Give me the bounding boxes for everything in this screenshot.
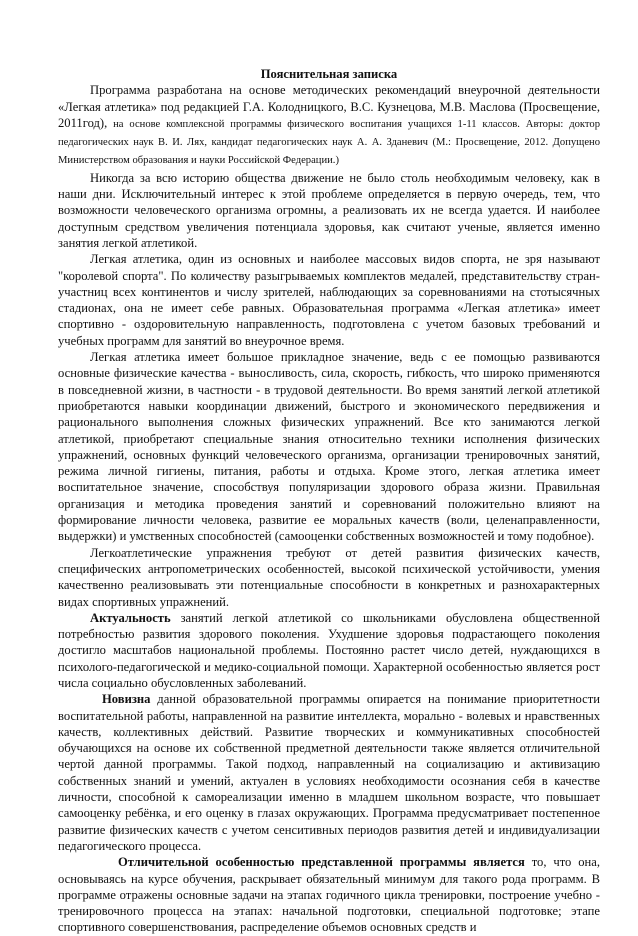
novelty-heading: Новизна — [102, 692, 151, 707]
intro-small-text: на основе комплексной программы физического воспитания учащихся 1-11 классов. Авторы: доктор педагогических наук В. И. Лях, кандидат педагогических наук А. А. Зданевич (М.: Просвещение, 2012. Допущено Министерством образования и науки Российской Федерации.) — [58, 118, 600, 167]
paragraph-exercises: Легкоатлетические упражнения требуют от детей развития физических качеств, специфических антропометрических особенностей, высокой психической устойчивости, умения качественно реализовывать эти потенциальные способности в конкретных и разнохарактерных видах спортивных упражнений. — [58, 545, 600, 609]
novelty-text: данной образовательной программы опирается на понимание приоритетности воспитательной работы, направленной на развитие интеллекта, морально - волевых и нравственных качеств, коллективных действий. Развитие творческих и коммуникативных способностей обучающихся на основе их собственной предметной деятельности также является отличительной чертой данной программы. Такой подход, направленный на социализацию и активизацию собственных знаний и умений, актуален в условиях необходимости осознания себя в качестве личности, способной к самореализации именно в младшем школьном возрасте, что повышает самооценку ребёнка, и его оценку в глазах окружающих. Программа предусматривает постепенное развитие физических качеств с учетом сенситивных периодов развития детей и индивидуализации педагогического процесса. — [58, 692, 600, 853]
paragraph-applied-value: Легкая атлетика имеет большое прикладное значение, ведь с ее помощью развиваются основные физические качества - выносливость, сила, скорость, гибкость, что широко применяются в повседневной жизни, в частности - в трудовой деятельности. Во время занятий легкой атлетикой приобретаются навыки координации движений, быстрого и экономического передвижения и рационального выполнения сложных физических упражнений. Все кто занимаются легкой атлетикой, приобретают специальные знания относительно техники исполнения физических упражнений, основных функций человеческого организма, организации тренировочных занятий, режима личной гигиены, питания, работы и отдыха. Кроме этого, легкая атлетика имеет воспитательное значение, способствуя популяризации здорового образа жизни. Правильная организация и методика проведения занятий и соревнований положительно влияют на формирование личности человека, развитие ее моральных качеств (воли, целенаправленности, выдержки) и умственных способностей (самооценки собственных возможностей и тому подобное). — [58, 350, 600, 544]
relevance-text: занятий легкой атлетикой со школьниками обусловлена общественной потребностью развития здорового поколения. Ухудшение здоровья подрастающего поколения достигло масштабов национальной проблемы. Постоянно растет число детей, нуждающихся в психолого-педагогической и медико-социальной помощи. Характерной особенностью является рост числа социально обусловленных заболеваний. — [58, 610, 600, 690]
distinctive-text: то, что она, основываясь на курсе обучения, раскрывает обязательный минимум для такого рода программ. В программе отражены основные задачи на этапах годичного цикла тренировки, построение учебно - тренировочного процесса на этапах: начальной подготовки, специальной подготовке; этапе спортивного совершенствования, распределение объемов основных средств и — [58, 855, 600, 935]
paragraph-queen-of-sport: Легкая атлетика, один из основных и наиболее массовых видов спорта, не зря называют "королевой спорта". По количеству разыгрываемых комплектов медалей, представительству стран-участниц всех континентов и числу зрителей, наблюдающих за соревнованиями на стотысячных стадионах, она не имеет себе равных. Образовательная программа «Легкая атлетика» имеет спортивно - оздоровительную направленность, подготовлена с учетом базовых требований и учебных программ для занятий во внеурочное время. — [58, 252, 600, 348]
document-body — [58, 66, 600, 936]
distinctive-heading: Отличительной особенностью представленной программы является — [118, 855, 525, 870]
paragraph-novelty — [58, 691, 600, 854]
paragraph-distinctive-feature — [58, 854, 600, 935]
paragraph-intro — [58, 82, 600, 169]
intro-text: Программа разработана на основе методических рекомендаций внеурочной деятельности «Легкая атлетика» под редакцией Г.А. Колодницкого, В.С. Кузнецова, М.В. Маслова (Просвещение, 2011год), — [58, 83, 600, 130]
paragraph-movement: Никогда за всю историю общества движение не было столь необходимым человеку, как в наши дни. Исключительный интерес к этой проблеме определяется в первую очередь, тем, что возможности человеческого организма огромны, а реализовать их не всегда удается. И наиболее доступным средством увеличения потенциала здоровья, как считают ученые, является именно занятия легкой атлетикой. — [58, 170, 600, 250]
relevance-heading: Актуальность — [90, 610, 171, 625]
page-title: Пояснительная записка — [260, 67, 398, 81]
paragraph-relevance — [58, 610, 600, 691]
